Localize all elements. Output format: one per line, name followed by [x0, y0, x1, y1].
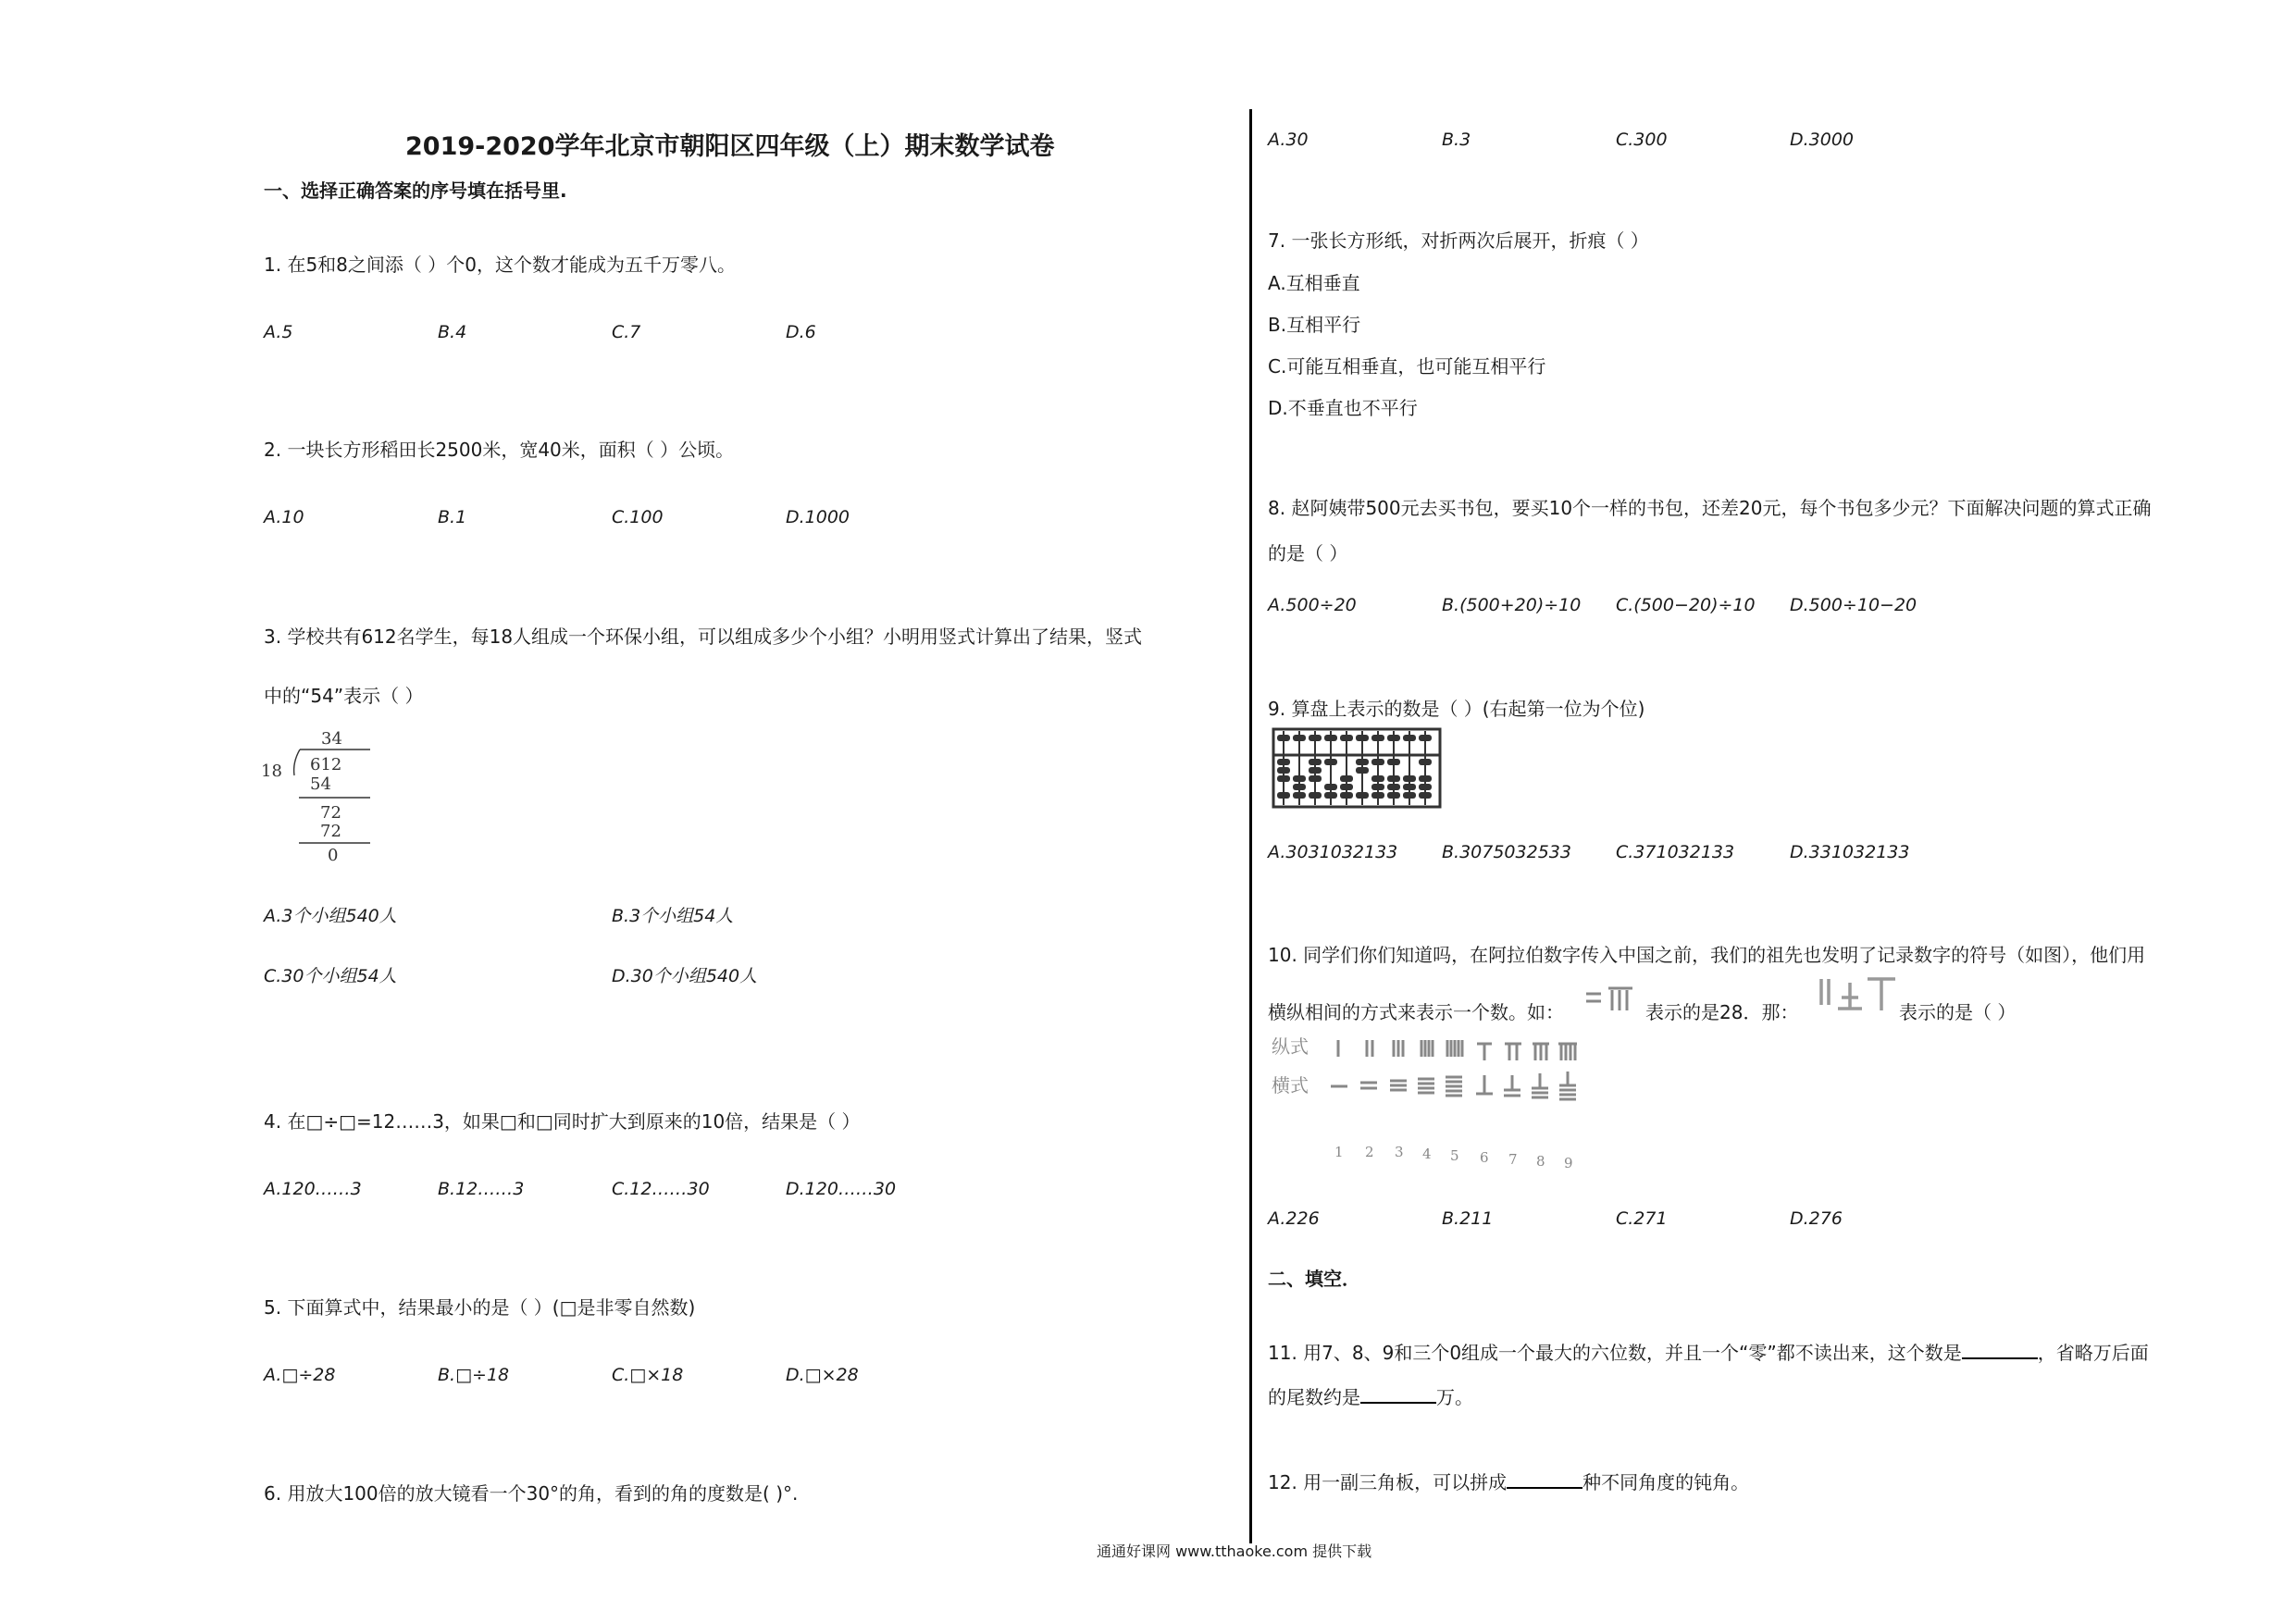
q4-option-d[interactable]: D.120……30: [786, 1179, 897, 1199]
question-10-line2b: 表示的是28．那：: [1645, 1001, 1799, 1023]
division-divisor: 18: [261, 762, 282, 781]
rod-digit-7: 7: [1508, 1151, 1518, 1168]
division-step1: 54: [310, 774, 331, 794]
q9-option-b[interactable]: B.3075032533: [1442, 842, 1571, 862]
q8-option-a[interactable]: A.500÷20: [1268, 595, 1357, 615]
rod-digit-3: 3: [1395, 1144, 1404, 1160]
q5-option-b[interactable]: B.□÷18: [438, 1365, 510, 1385]
rod-table-row1-label: 纵式: [1272, 1035, 1309, 1058]
division-remainder: 0: [328, 846, 339, 865]
question-11-line1: [1268, 1338, 2149, 1365]
q4-option-c[interactable]: C.12……30: [612, 1179, 710, 1199]
rod-digit-5: 5: [1450, 1147, 1459, 1164]
q6-option-c[interactable]: C.300: [1616, 130, 1668, 150]
question-11-line2: [1268, 1382, 1473, 1409]
q2-option-a[interactable]: A.10: [264, 507, 304, 527]
q1-option-a[interactable]: A.5: [264, 322, 293, 342]
q5-option-d[interactable]: D.□×28: [786, 1365, 859, 1385]
q9-option-d[interactable]: D.331032133: [1790, 842, 1910, 862]
q10-option-c[interactable]: C.271: [1616, 1208, 1668, 1229]
q3-option-a[interactable]: A.3个小组540人: [264, 906, 397, 926]
q3-option-b[interactable]: B.3个小组54人: [612, 906, 734, 926]
page-footer: 通通好课网 www.tthaoke.com 提供下载: [1097, 1542, 1372, 1560]
q8-option-c[interactable]: C.(500−20)÷10: [1616, 595, 1756, 615]
q1-option-b[interactable]: B.4: [438, 322, 467, 342]
rod-digit-6: 6: [1480, 1149, 1489, 1166]
question-4: 4. 在□÷□=12……3，如果□和□同时扩大到原来的10倍，结果是（ ）: [264, 1110, 861, 1133]
q9-option-c[interactable]: C.371032133: [1616, 842, 1735, 862]
question-8-line2: 的是（ ）: [1268, 542, 1348, 564]
rod-numeral-example-28: [1584, 983, 1634, 1014]
q6-option-b[interactable]: B.3: [1442, 130, 1471, 150]
section-1-heading: 一、选择正确答案的序号填在括号里.: [264, 180, 567, 202]
question-12: [1268, 1468, 1749, 1494]
q1-option-c[interactable]: C.7: [612, 322, 641, 342]
question-3-line1: 3. 学校共有612名学生，每18人组成一个环保小组，可以组成多少个小组？小明用竖式计算出了结果，竖式: [264, 626, 1143, 648]
q10-option-b[interactable]: B.211: [1442, 1208, 1494, 1229]
question-7: 7. 一张长方形纸，对折两次后展开，折痕（ ）: [1268, 229, 1649, 252]
q11-blank-2[interactable]: [1360, 1385, 1436, 1404]
q7-option-b[interactable]: B.互相平行: [1268, 314, 1361, 336]
question-1: 1. 在5和8之间添（ ）个0，这个数才能成为五千万零八。: [264, 254, 736, 276]
q11-text-b: ，省略万后面: [2037, 1342, 2149, 1364]
q3-option-d[interactable]: D.30个小组540人: [612, 966, 758, 986]
question-10-line1: 10. 同学们你们知道吗，在阿拉伯数字传入中国之前，我们的祖先也发明了记录数字的符号（如图），他们用: [1268, 944, 2146, 966]
q7-option-a[interactable]: A.互相垂直: [1268, 272, 1360, 294]
question-2: 2. 一块长方形稻田长2500米，宽40米，面积（ ）公顷。: [264, 439, 735, 461]
q2-option-d[interactable]: D.1000: [786, 507, 850, 527]
q1-option-d[interactable]: D.6: [786, 322, 816, 342]
question-3-line2: 中的“54”表示（ ）: [264, 685, 424, 707]
question-5: 5. 下面算式中，结果最小的是（ ）(□是非零自然数): [264, 1296, 696, 1319]
q6-option-d[interactable]: D.3000: [1790, 130, 1855, 150]
division-step2: 72: [320, 803, 341, 823]
q4-option-b[interactable]: B.12……3: [438, 1179, 525, 1199]
division-dividend: 612: [310, 755, 342, 774]
q11-text-a: 11. 用7、8、9和三个0组成一个最大的六位数，并且一个“零”都不读出来，这个数是: [1268, 1342, 1962, 1364]
rod-digit-4: 4: [1422, 1146, 1432, 1162]
q6-option-a[interactable]: A.30: [1268, 130, 1309, 150]
rod-digit-2: 2: [1365, 1144, 1374, 1160]
rod-table-row2-label: 横式: [1272, 1074, 1309, 1096]
abacus-figure: [1272, 727, 1444, 811]
q3-option-c[interactable]: C.30个小组54人: [264, 966, 397, 986]
q12-text-a: 12. 用一副三角板，可以拼成: [1268, 1471, 1508, 1493]
q12-text-b: 种不同角度的钝角。: [1582, 1471, 1750, 1493]
question-6: 6. 用放大100倍的放大镜看一个30°的角，看到的角的度数是( )°.: [264, 1482, 799, 1505]
rod-digit-8: 8: [1536, 1153, 1545, 1170]
q8-option-d[interactable]: D.500÷10−20: [1790, 595, 1917, 615]
long-division-figure: [257, 727, 378, 866]
question-10-line2c: 表示的是（ ）: [1899, 1001, 2017, 1023]
q10-option-a[interactable]: A.226: [1268, 1208, 1320, 1229]
rod-digit-1: 1: [1334, 1144, 1344, 1160]
q7-option-d[interactable]: D.不垂直也不平行: [1268, 397, 1418, 419]
page-title: 2019-2020学年北京市朝阳区四年级（上）期末数学试卷: [405, 132, 1055, 161]
q9-option-a[interactable]: A.3031032133: [1268, 842, 1398, 862]
q8-option-b[interactable]: B.(500+20)÷10: [1442, 595, 1582, 615]
q5-option-a[interactable]: A.□÷28: [264, 1365, 336, 1385]
q11-blank-1[interactable]: [1962, 1341, 2038, 1359]
q10-option-d[interactable]: D.276: [1790, 1208, 1843, 1229]
q2-option-b[interactable]: B.1: [438, 507, 467, 527]
division-quotient: 34: [321, 729, 342, 749]
division-step3: 72: [320, 822, 341, 841]
q5-option-c[interactable]: C.□×18: [612, 1365, 684, 1385]
question-10-line2a: 横纵相间的方式来表示一个数。如：: [1268, 1001, 1564, 1023]
section-2-heading: 二、填空．: [1268, 1268, 1360, 1290]
q2-option-c[interactable]: C.100: [612, 507, 664, 527]
q12-blank[interactable]: [1507, 1470, 1582, 1489]
rod-numeral-question: [1816, 973, 1897, 1014]
q11-text-d: 万。: [1436, 1386, 1473, 1408]
column-divider: [1249, 109, 1252, 1543]
rod-numeral-table: [1272, 1031, 1605, 1170]
q7-option-c[interactable]: C.可能互相垂直，也可能互相平行: [1268, 355, 1546, 378]
question-9: 9. 算盘上表示的数是（ ）(右起第一位为个位): [1268, 698, 1645, 720]
q4-option-a[interactable]: A.120……3: [264, 1179, 362, 1199]
question-8-line1: 8. 赵阿姨带500元去买书包，要买10个一样的书包，还差20元，每个书包多少元？下面解决问题的算式正确: [1268, 497, 2152, 519]
q11-text-c: 的尾数约是: [1268, 1386, 1360, 1408]
rod-digit-9: 9: [1564, 1155, 1573, 1170]
